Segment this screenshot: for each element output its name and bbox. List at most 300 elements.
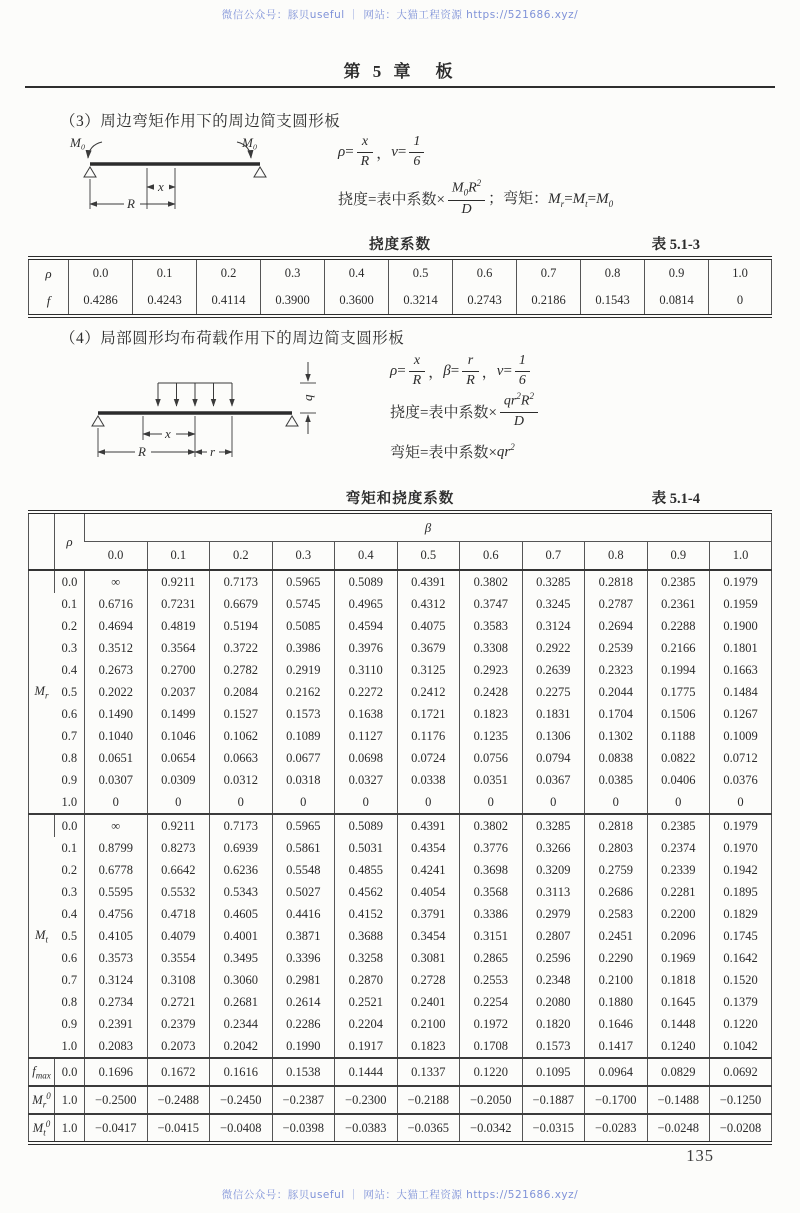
coefficient-cell: 0.1708 bbox=[460, 1035, 523, 1058]
table-5-1-4-caption: 弯矩和挠度系数 bbox=[345, 491, 455, 507]
coefficient-cell: 0 bbox=[147, 791, 210, 814]
separator: ， bbox=[481, 364, 497, 381]
coefficient-cell: −0.0315 bbox=[522, 1114, 585, 1143]
coefficient-cell: 0.4605 bbox=[210, 903, 273, 925]
rho-value-cell: 0.9 bbox=[61, 1016, 78, 1031]
coefficient-cell: 0.0307 bbox=[85, 769, 148, 791]
coefficient-cell: 0.1089 bbox=[272, 725, 335, 747]
coefficient-cell: 0.1499 bbox=[147, 703, 210, 725]
coefficient-cell: 0.2288 bbox=[647, 615, 710, 637]
table-row bbox=[29, 747, 772, 769]
coefficient-cell: 0.2694 bbox=[585, 615, 648, 637]
f-value-cell: 0.3600 bbox=[325, 287, 389, 316]
coefficient-cell: 0.2818 bbox=[585, 570, 648, 593]
rho-value-cell: 0.1 bbox=[61, 596, 78, 611]
rho-value-cell: 0.0 bbox=[69, 258, 133, 287]
formula-rho-nu bbox=[338, 131, 613, 173]
coefficient-cell: 0.0406 bbox=[647, 769, 710, 791]
rho-value-cell: 0.6 bbox=[61, 706, 78, 721]
table-row bbox=[29, 1058, 772, 1086]
coefficient-cell: 0.5085 bbox=[272, 615, 335, 637]
coefficient-cell: 0.2865 bbox=[460, 947, 523, 969]
coefficient-cell: 0.2200 bbox=[647, 903, 710, 925]
nu-lhs: ν= bbox=[391, 143, 407, 160]
coefficient-cell: 0 bbox=[647, 791, 710, 814]
table-5-1-4-label: 表 5.1-4 bbox=[651, 491, 700, 507]
coefficient-cell: 0.1831 bbox=[522, 703, 585, 725]
table-block bbox=[29, 1086, 772, 1114]
coefficient-cell: 0.3124 bbox=[522, 615, 585, 637]
coefficient-cell: 0.5027 bbox=[272, 881, 335, 903]
coefficient-cell: 0.1638 bbox=[335, 703, 398, 725]
coefficient-cell: 0.1917 bbox=[335, 1035, 398, 1058]
f-value-cell: 0.3900 bbox=[261, 287, 325, 316]
rho-value-cell: 0.5 bbox=[61, 928, 78, 943]
table-row bbox=[29, 991, 772, 1013]
coefficient-cell: 0.5745 bbox=[272, 593, 335, 615]
coefficient-cell: 0.1538 bbox=[272, 1058, 335, 1086]
coefficient-cell: 0.1040 bbox=[85, 725, 148, 747]
coefficient-cell: 0.4718 bbox=[147, 903, 210, 925]
coefficient-cell: 0.3568 bbox=[460, 881, 523, 903]
table-row bbox=[29, 659, 772, 681]
f-value-cell: 0.4114 bbox=[197, 287, 261, 316]
coefficient-cell: −0.0248 bbox=[647, 1114, 710, 1143]
deflection-prefix: 挠度=表中系数× bbox=[390, 404, 497, 421]
coefficient-cell: 0.3258 bbox=[335, 947, 398, 969]
f-header-cell: f bbox=[46, 292, 51, 308]
coefficient-cell: 0.5548 bbox=[272, 859, 335, 881]
coefficient-cell: 0.4054 bbox=[397, 881, 460, 903]
coefficient-cell: ∞ bbox=[85, 570, 148, 593]
coefficient-cell: 0.1444 bbox=[335, 1058, 398, 1086]
coefficient-cell: −0.0342 bbox=[460, 1114, 523, 1143]
coefficient-cell: −0.0398 bbox=[272, 1114, 335, 1143]
coefficient-cell: 0.2979 bbox=[522, 903, 585, 925]
coefficient-cell: 0.3125 bbox=[397, 659, 460, 681]
coefficient-cell: 0.3396 bbox=[272, 947, 335, 969]
coefficient-cell: 0.1994 bbox=[647, 659, 710, 681]
section-3-heading: （3）周边弯矩作用下的周边简支圆形板 bbox=[60, 113, 341, 130]
coefficient-cell: 0.1095 bbox=[522, 1058, 585, 1086]
coefficient-cell: 0.1880 bbox=[585, 991, 648, 1013]
coefficient-cell: 0.0964 bbox=[585, 1058, 648, 1086]
coefficient-cell: 0.1645 bbox=[647, 991, 710, 1013]
coefficient-cell: 0.2080 bbox=[522, 991, 585, 1013]
coefficient-cell: 0.3308 bbox=[460, 637, 523, 659]
coefficient-cell: −0.2188 bbox=[397, 1086, 460, 1114]
coefficient-cell: 0.1970 bbox=[710, 837, 772, 859]
rho-header-cell: ρ bbox=[55, 512, 85, 570]
coefficient-cell: 0.1663 bbox=[710, 659, 772, 681]
chapter-title: 第 5 章 板 bbox=[343, 62, 457, 81]
coefficient-cell: −0.2050 bbox=[460, 1086, 523, 1114]
rho-value-cell: 0.0 bbox=[55, 570, 85, 593]
coefficient-cell: −0.1887 bbox=[522, 1086, 585, 1114]
coefficient-cell: 0.0654 bbox=[147, 747, 210, 769]
coefficient-cell: −0.2450 bbox=[210, 1086, 273, 1114]
page-number: 135 bbox=[686, 1146, 714, 1165]
beta-value-cell: 0.6 bbox=[460, 542, 523, 571]
coefficient-cell: 0.8799 bbox=[85, 837, 148, 859]
coefficient-cell: 0.5089 bbox=[335, 814, 398, 837]
nu-fraction: $\frac{1}{6}$ bbox=[409, 135, 424, 169]
coefficient-cell: −0.2387 bbox=[272, 1086, 335, 1114]
support-right-icon bbox=[254, 167, 266, 177]
table-5-1-3-caption: 挠度系数 bbox=[369, 237, 431, 253]
coefficient-cell: 0.3688 bbox=[335, 925, 398, 947]
coefficient-cell: 0.2044 bbox=[585, 681, 648, 703]
coefficient-cell: 0.3110 bbox=[335, 659, 398, 681]
coefficient-cell: 0.4694 bbox=[85, 615, 148, 637]
coefficient-cell: 0.3245 bbox=[522, 593, 585, 615]
watermark-bottom: 微信公众号：豚贝useful ｜ 网站：大猫工程资源 https://521686.xyz/ bbox=[221, 1189, 579, 1201]
coefficient-cell: 0.1823 bbox=[397, 1035, 460, 1058]
coefficient-cell: ∞ bbox=[85, 814, 148, 837]
coefficient-cell: 0.4105 bbox=[85, 925, 148, 947]
section-4-heading: （4）局部圆形均布荷载作用下的周边简支圆形板 bbox=[60, 330, 405, 347]
coefficient-cell: 0.2787 bbox=[585, 593, 648, 615]
coefficient-cell: 0.1490 bbox=[85, 703, 148, 725]
coefficient-cell: 0.3583 bbox=[460, 615, 523, 637]
coefficient-cell: 0.0367 bbox=[522, 769, 585, 791]
moment-equation: ；弯矩：$M_r=M_t=M_0$ bbox=[488, 191, 614, 209]
coefficient-cell: 0.2923 bbox=[460, 659, 523, 681]
beta-value-cell: 0.5 bbox=[397, 542, 460, 571]
coefficient-cell: 0.3791 bbox=[397, 903, 460, 925]
coefficient-cell: 0.2807 bbox=[522, 925, 585, 947]
coefficient-cell: −0.0417 bbox=[85, 1114, 148, 1143]
coefficient-cell: 0.3209 bbox=[522, 859, 585, 881]
table-row bbox=[29, 1035, 772, 1058]
coefficient-cell: 0.2281 bbox=[647, 881, 710, 903]
table-row bbox=[29, 969, 772, 991]
coefficient-cell: 0.2100 bbox=[585, 969, 648, 991]
coefficient-cell: 0 bbox=[460, 791, 523, 814]
coefficient-cell: 0.3285 bbox=[522, 570, 585, 593]
coefficient-cell: 0.4562 bbox=[335, 881, 398, 903]
coefficient-cell: −0.0415 bbox=[147, 1114, 210, 1143]
formula-rho-beta-nu bbox=[390, 352, 541, 390]
coefficient-cell: 0.1448 bbox=[647, 1013, 710, 1035]
coefficient-cell: 0.3871 bbox=[272, 925, 335, 947]
table-row bbox=[29, 814, 772, 837]
table-block bbox=[29, 814, 772, 1058]
coefficient-cell: 0.2782 bbox=[210, 659, 273, 681]
support-left-icon bbox=[92, 416, 104, 426]
table-row bbox=[29, 925, 772, 947]
beta-value-cell: 0.4 bbox=[335, 542, 398, 571]
coefficient-cell: 0.1176 bbox=[397, 725, 460, 747]
coefficient-cell: 0.1062 bbox=[210, 725, 273, 747]
coefficient-cell: 0.3113 bbox=[522, 881, 585, 903]
f-value-cell: 0.4286 bbox=[69, 287, 133, 316]
rho-value-cell: 0.9 bbox=[61, 772, 78, 787]
coefficient-cell: 0.3976 bbox=[335, 637, 398, 659]
coefficient-cell: 0.0822 bbox=[647, 747, 710, 769]
rho-value-cell: 0.4 bbox=[61, 662, 78, 677]
coefficient-cell: 0.2759 bbox=[585, 859, 648, 881]
coefficient-cell: 0.1818 bbox=[647, 969, 710, 991]
f-value-cell: 0 bbox=[709, 287, 772, 316]
coefficient-cell: 0.0829 bbox=[647, 1058, 710, 1086]
group-label-cell: $M_r^0$ bbox=[32, 1090, 51, 1110]
coefficient-cell: 0.4354 bbox=[397, 837, 460, 859]
table-row bbox=[29, 593, 772, 615]
coefficient-cell: 0.3986 bbox=[272, 637, 335, 659]
coefficient-cell: 0.3386 bbox=[460, 903, 523, 925]
coefficient-cell: 0.4416 bbox=[272, 903, 335, 925]
coefficient-cell: 0.2344 bbox=[210, 1013, 273, 1035]
coefficient-cell: 0.3698 bbox=[460, 859, 523, 881]
coefficient-cell: 0.1235 bbox=[460, 725, 523, 747]
rho-value-cell: 0.4 bbox=[61, 906, 78, 921]
table-5-1-3-label: 表 5.1-3 bbox=[651, 237, 700, 253]
table-5-1-3-caption-row bbox=[28, 233, 772, 253]
table-block bbox=[29, 1114, 772, 1143]
coefficient-cell: 0.5965 bbox=[272, 814, 335, 837]
rho-fraction: $\frac{x}{R}$ bbox=[357, 135, 374, 169]
beta-value-cell: 0.7 bbox=[522, 542, 585, 571]
formula-deflection bbox=[390, 392, 541, 430]
separator: ， bbox=[376, 145, 392, 162]
support-left-icon bbox=[84, 167, 96, 177]
table-row bbox=[29, 615, 772, 637]
coefficient-cell: 0.1506 bbox=[647, 703, 710, 725]
coefficient-cell: 0.2401 bbox=[397, 991, 460, 1013]
table-row bbox=[29, 837, 772, 859]
group-label-cell: $f_{max}$ bbox=[32, 1063, 51, 1081]
deflection-fraction: $\frac{M_0R^2}{D}$ bbox=[448, 179, 485, 218]
coefficient-cell: 0.3081 bbox=[397, 947, 460, 969]
coefficient-cell: 0.2412 bbox=[397, 681, 460, 703]
coefficient-cell: 0.2981 bbox=[272, 969, 335, 991]
moment-deflection-coefficient-table bbox=[28, 510, 772, 1145]
watermark-top: 微信公众号：豚贝useful ｜ 网站：大猫工程资源 https://521686.xyz/ bbox=[221, 9, 579, 21]
coefficient-cell: 0.3554 bbox=[147, 947, 210, 969]
group-label-cell: $M_t$ bbox=[35, 927, 48, 945]
coefficient-cell: 0.4855 bbox=[335, 859, 398, 881]
coefficient-cell: 0.2374 bbox=[647, 837, 710, 859]
coefficient-cell: 0.2700 bbox=[147, 659, 210, 681]
rho-value-cell: 0.8 bbox=[61, 750, 78, 765]
coefficient-cell: −0.0365 bbox=[397, 1114, 460, 1143]
coefficient-cell: 0.2428 bbox=[460, 681, 523, 703]
coefficient-cell: −0.0383 bbox=[335, 1114, 398, 1143]
coefficient-cell: 0.1942 bbox=[710, 859, 772, 881]
coefficient-cell: 0 bbox=[85, 791, 148, 814]
coefficient-cell: 0.4001 bbox=[210, 925, 273, 947]
rho-value-cell: 1.0 bbox=[55, 1086, 85, 1114]
coefficient-cell: 0.2673 bbox=[85, 659, 148, 681]
coefficient-cell: 0.2348 bbox=[522, 969, 585, 991]
table-row bbox=[29, 570, 772, 593]
rho-header-cell: ρ bbox=[45, 265, 52, 281]
formula-moment bbox=[390, 432, 541, 470]
coefficient-cell: 0.1775 bbox=[647, 681, 710, 703]
coefficient-cell: 0.1520 bbox=[710, 969, 772, 991]
dim-x-label: x bbox=[158, 179, 164, 194]
coefficient-cell: 0.0756 bbox=[460, 747, 523, 769]
table-5-1-4-caption-row bbox=[28, 487, 772, 507]
separator: ， bbox=[428, 364, 444, 381]
coefficient-cell: 0.6939 bbox=[210, 837, 273, 859]
coefficient-cell: 0.2323 bbox=[585, 659, 648, 681]
rho-lhs: ρ= bbox=[338, 143, 354, 160]
coefficient-cell: 0.5031 bbox=[335, 837, 398, 859]
coefficient-cell: 0.1046 bbox=[147, 725, 210, 747]
section-4-diagram bbox=[80, 350, 322, 468]
coefficient-cell: 0.2385 bbox=[647, 570, 710, 593]
coefficient-cell: 0.2639 bbox=[522, 659, 585, 681]
coefficient-cell: 0.1969 bbox=[647, 947, 710, 969]
coefficient-cell: 0.2614 bbox=[272, 991, 335, 1013]
coefficient-cell: 0.2166 bbox=[647, 637, 710, 659]
coefficient-cell: 0.3512 bbox=[85, 637, 148, 659]
coefficient-cell: 0.1267 bbox=[710, 703, 772, 725]
coefficient-cell: 0.4391 bbox=[397, 814, 460, 837]
rho-value-cell: 0.3 bbox=[61, 884, 78, 899]
rho-value-cell: 0.2 bbox=[61, 618, 78, 633]
coefficient-cell: 0.1959 bbox=[710, 593, 772, 615]
coefficient-cell: −0.0408 bbox=[210, 1114, 273, 1143]
coefficient-cell: 0.0712 bbox=[710, 747, 772, 769]
coefficient-cell: 0.2083 bbox=[85, 1035, 148, 1058]
coefficient-cell: 0.5861 bbox=[272, 837, 335, 859]
table-row bbox=[29, 681, 772, 703]
dim-r-label: r bbox=[210, 444, 216, 459]
coefficient-cell: 0.5595 bbox=[85, 881, 148, 903]
coefficient-cell: 0.2686 bbox=[585, 881, 648, 903]
coefficient-cell: 0.1829 bbox=[710, 903, 772, 925]
coefficient-cell: 0.3060 bbox=[210, 969, 273, 991]
f-value-cell: 0.2186 bbox=[517, 287, 581, 316]
coefficient-cell: 0.1895 bbox=[710, 881, 772, 903]
rho-value-cell: 1.0 bbox=[709, 258, 772, 287]
beta-value-cell: 1.0 bbox=[710, 542, 772, 571]
table-row bbox=[29, 769, 772, 791]
beta-value-cell: 0.9 bbox=[647, 542, 710, 571]
table-row bbox=[29, 881, 772, 903]
corner-cell bbox=[29, 512, 55, 570]
coefficient-cell: 0.2073 bbox=[147, 1035, 210, 1058]
f-value-cell: 0.0814 bbox=[645, 287, 709, 316]
coefficient-cell: 0.6679 bbox=[210, 593, 273, 615]
coefficient-cell: 0.2162 bbox=[272, 681, 335, 703]
coefficient-cell: 0.1573 bbox=[272, 703, 335, 725]
rho-value-cell: 0.2 bbox=[197, 258, 261, 287]
coefficient-cell: −0.1700 bbox=[585, 1086, 648, 1114]
rho-value-cell: 0.0 bbox=[55, 1058, 85, 1086]
coefficient-cell: 0.6642 bbox=[147, 859, 210, 881]
rho-lhs: ρ= bbox=[390, 362, 406, 379]
coefficient-cell: 0.2553 bbox=[460, 969, 523, 991]
coefficient-cell: 0.1801 bbox=[710, 637, 772, 659]
table-row bbox=[29, 791, 772, 814]
coefficient-cell: 0.1972 bbox=[460, 1013, 523, 1035]
moment-arrow-left-icon bbox=[88, 142, 102, 158]
coefficient-cell: −0.2488 bbox=[147, 1086, 210, 1114]
group-label-cell: $M_r$ bbox=[34, 683, 49, 701]
coefficient-cell: 0.0651 bbox=[85, 747, 148, 769]
rho-value-cell: 0.6 bbox=[61, 950, 78, 965]
coefficient-cell: 0.3747 bbox=[460, 593, 523, 615]
coefficient-cell: 0.2451 bbox=[585, 925, 648, 947]
coefficient-cell: 0.3802 bbox=[460, 570, 523, 593]
coefficient-cell: 0.3722 bbox=[210, 637, 273, 659]
rho-value-cell: 0.1 bbox=[61, 840, 78, 855]
header-rule bbox=[25, 86, 775, 88]
coefficient-cell: 0.0724 bbox=[397, 747, 460, 769]
coefficient-cell: 0.4756 bbox=[85, 903, 148, 925]
rho-value-cell: 1.0 bbox=[61, 1038, 78, 1053]
coefficient-cell: 0.1745 bbox=[710, 925, 772, 947]
coefficient-cell: 0.2339 bbox=[647, 859, 710, 881]
coefficient-cell: 0.0338 bbox=[397, 769, 460, 791]
coefficient-cell: 0.2272 bbox=[335, 681, 398, 703]
coefficient-cell: 0.0663 bbox=[210, 747, 273, 769]
coefficient-cell: 0.2818 bbox=[585, 814, 648, 837]
coefficient-cell: 0.5532 bbox=[147, 881, 210, 903]
f-value-cell: 0.3214 bbox=[389, 287, 453, 316]
moment-label-right: M₀ bbox=[242, 135, 258, 150]
coefficient-cell: −0.0208 bbox=[710, 1114, 772, 1143]
table-row bbox=[29, 903, 772, 925]
coefficient-cell: 0.2596 bbox=[522, 947, 585, 969]
coefficient-cell: 0.1417 bbox=[585, 1035, 648, 1058]
coefficient-cell: 0.3454 bbox=[397, 925, 460, 947]
beta-value-cell: 0.8 bbox=[585, 542, 648, 571]
beta-header-cell: β bbox=[85, 512, 772, 542]
rho-value-cell: 1.0 bbox=[55, 1114, 85, 1143]
coefficient-cell: 0.0327 bbox=[335, 769, 398, 791]
table-row bbox=[29, 1013, 772, 1035]
coefficient-cell: 0.2254 bbox=[460, 991, 523, 1013]
coefficient-cell: 0.1979 bbox=[710, 814, 772, 837]
table-row bbox=[29, 859, 772, 881]
coefficient-cell: 0.2721 bbox=[147, 991, 210, 1013]
section-3-formulas bbox=[338, 131, 613, 219]
coefficient-cell: 0.2100 bbox=[397, 1013, 460, 1035]
coefficient-cell: 0.1188 bbox=[647, 725, 710, 747]
coefficient-cell: 0.2734 bbox=[85, 991, 148, 1013]
coefficient-cell: 0.3285 bbox=[522, 814, 585, 837]
coefficient-cell: 0.2290 bbox=[585, 947, 648, 969]
coefficient-cell: 0.2870 bbox=[335, 969, 398, 991]
coefficient-cell: 0.3679 bbox=[397, 637, 460, 659]
coefficient-cell: 0.0376 bbox=[710, 769, 772, 791]
dim-R-label: R bbox=[138, 444, 146, 459]
coefficient-cell: 0.2385 bbox=[647, 814, 710, 837]
coefficient-cell: −0.1488 bbox=[647, 1086, 710, 1114]
group-label-cell: $M_t^0$ bbox=[32, 1118, 51, 1138]
support-right-icon bbox=[286, 416, 298, 426]
coefficient-cell: 0.1306 bbox=[522, 725, 585, 747]
f-value-cell: 0.4243 bbox=[133, 287, 197, 316]
deflection-fraction: $\frac{qr^2R^2}{D}$ bbox=[500, 392, 538, 429]
moment-expression: $qr^2$ bbox=[496, 441, 515, 460]
coefficient-cell: 0.1527 bbox=[210, 703, 273, 725]
coefficient-cell: 0.1484 bbox=[710, 681, 772, 703]
coefficient-cell: 0.2204 bbox=[335, 1013, 398, 1035]
rho-value-cell: 0.1 bbox=[133, 258, 197, 287]
rho-value-cell: 0.6 bbox=[453, 258, 517, 287]
rho-value-cell: 0.4 bbox=[325, 258, 389, 287]
table-row bbox=[29, 1114, 772, 1143]
coefficient-cell: 0 bbox=[585, 791, 648, 814]
coefficient-cell: 0.2042 bbox=[210, 1035, 273, 1058]
coefficient-cell: 0.4312 bbox=[397, 593, 460, 615]
